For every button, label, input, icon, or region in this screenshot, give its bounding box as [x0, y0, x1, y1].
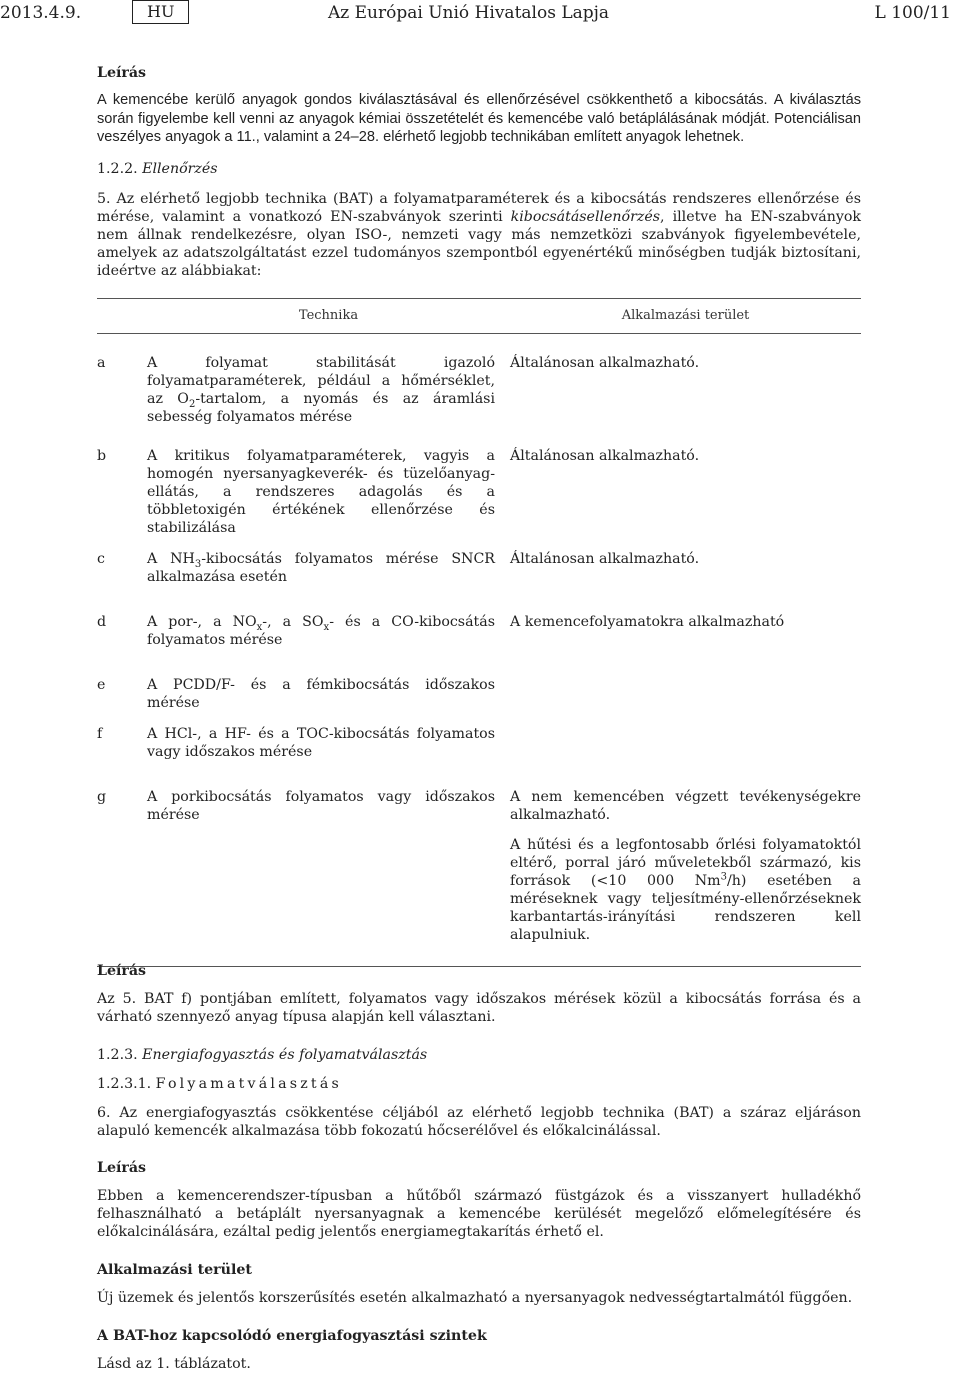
row-technique: A PCDD/F- és a fémkibocsátás időszakos mérése: [147, 677, 495, 711]
row-technique: A kritikus folyamatparaméterek, vagyis a homogén nyersanyagkeverék- és tüzelőanyag-ellátás, a rendszeres adagolás és a többletoxigén értékének ellenőrzése és stabilizálása: [147, 448, 495, 536]
table-row: [97, 663, 861, 712]
techniques-table: [97, 298, 861, 967]
table-row: [97, 600, 861, 663]
technique-text: A NH: [147, 551, 195, 567]
publication-date: 2013.4.9.: [0, 3, 82, 23]
section-title: Folyamatválasztás: [155, 1076, 342, 1092]
desc3-text: Ebben a kemencerendszer-típusban a hűtőből származó füstgázok és a visszanyert hulladékhő felhasználható a betáplált nyersanyagnak a kemencébe kerülését megelőző előmelegítésére és előkalcinálására, ezáltal pedig jelentős energiamegtakarítás érhető el.: [97, 1188, 861, 1240]
col-applicability-header: Alkalmazási terület: [510, 299, 861, 334]
section-1-2-3-heading: [97, 1046, 861, 1064]
desc2-heading: Leírás: [97, 963, 147, 979]
intro-text: A kemencébe kerülő anyagok gondos kiválasztásával és ellenőrzésével csökkenthető a kibocsátás. A kiválasztás során figyelembe kell venni az anyagok kémiai összetételét és kemencébe való betáplálásának módját. Potenciálisan veszélyes anyagok a 11., valamint a 24–28. elérhető legjobb technikában említett anyagok lehetnek.: [97, 92, 861, 145]
row-applicability: Általánosan alkalmazható.: [510, 355, 700, 371]
levels-heading: A BAT-hoz kapcsolódó energiafogyasztási szintek: [97, 1328, 487, 1344]
technique-text: A por-, a NO: [147, 614, 257, 630]
bat-5-suffix: , illetve ha EN-szabványok nem állnak rendelkezésre, olyan ISO-, nemzeti vagy más nemzetközi szabványok figyelembevétele, amelyek az adatszolgáltatást ezzel tudományos szempontból egyenértékű minőségben tudják biztosítani, ideértve az alábbiakat:: [97, 208, 862, 279]
applicability-text: Új üzemek és jelentős korszerűsítés esetén alkalmazható a nyersanyagok nedvességtartalmától függően.: [97, 1290, 853, 1306]
row-letter: c: [97, 551, 105, 567]
bat-5-prefix: 5. Az elérhető legjobb technika (BAT) a folyamatparaméterek és a kibocsátás rendszeres ellenőrzése és mérése, valamint a vonatkozó EN-szabványok szerinti: [97, 190, 861, 225]
row-letter: a: [97, 355, 106, 371]
technique-text: A folyamat stabilitását igazoló folyamatparaméterek, például a hőmérséklet, az O: [147, 355, 495, 407]
row-applicability: [510, 663, 861, 712]
row-technique: A porkibocsátás folyamatos vagy időszakos mérése: [147, 775, 510, 967]
col-letter-header: [97, 299, 147, 334]
row-technique: [147, 334, 510, 435]
table-row: [97, 775, 861, 967]
language-badge: HU: [132, 0, 189, 24]
row-applicability: [510, 712, 861, 775]
row-letter: d: [97, 614, 107, 630]
row-applicability: Általánosan alkalmazható.: [510, 551, 700, 567]
bat-6-text: 6. Az energiafogyasztás csökkentése céljából az elérhető legjobb technika (BAT) a száraz eljáráson alapuló kemencék alkalmazása több fokozatú hőcserélővel és előkalcinálással.: [97, 1105, 861, 1139]
technique-text-cont: -, a SO: [262, 614, 324, 630]
row-letter: e: [97, 677, 106, 693]
applicability-heading: Alkalmazási terület: [97, 1262, 252, 1278]
applicability-note-1: A nem kemencében végzett tevékenységekre alkalmazható.: [510, 789, 861, 823]
document-body: [97, 64, 861, 280]
row-technique: [147, 600, 510, 663]
table-row: [97, 537, 861, 600]
levels-text: Lásd az 1. táblázatot.: [97, 1356, 251, 1372]
section-1-2-3-1-heading: [97, 1075, 861, 1093]
page-header: [0, 0, 960, 24]
desc3-heading: Leírás: [97, 1160, 147, 1176]
row-letter: f: [97, 726, 103, 742]
section-1-2-2-heading: [97, 160, 861, 178]
table-row: [97, 434, 861, 537]
technique-text-cont: -kibocsátás folyamatos mérése SNCR alkalmazása esetén: [147, 551, 495, 585]
subscript: 2: [188, 398, 196, 410]
technique-text-cont: -tartalom, a nyomás és az áramlási sebesség folyamatos mérése: [147, 391, 495, 425]
note-text: A hűtési és a legfontosabb őrlési folyamatoktól eltérő, porral járó műveletekből származó, kis források (<10 000 Nm: [510, 837, 861, 889]
desc2-text: Az 5. BAT f) pontjában említett, folyamatos vagy időszakos mérések közül a kibocsátás forrása és a várható szennyező anyag típusa alapján kell választani.: [97, 991, 861, 1025]
row-letter: g: [97, 775, 147, 967]
applicability-note-2: [510, 836, 861, 944]
technique-text-cont: - és a CO-kibocsátás folyamatos mérése: [147, 614, 495, 648]
row-applicability: Általánosan alkalmazható.: [510, 448, 700, 464]
subscript: x: [256, 621, 263, 633]
row-applicability: [510, 775, 861, 967]
col-technique-header: Technika: [147, 299, 510, 334]
subscript: x: [323, 621, 330, 633]
bat-5-text: [97, 190, 861, 280]
section-number: 1.2.2.: [97, 160, 138, 177]
superscript: 3: [720, 871, 727, 883]
section-number: 1.2.3.1.: [97, 1076, 152, 1092]
row-technique: A HCl-, a HF- és a TOC-kibocsátás folyamatos vagy időszakos mérése: [147, 726, 495, 760]
row-technique: [147, 537, 510, 600]
subscript: 3: [194, 558, 202, 570]
document-body-lower: [97, 962, 861, 1373]
page-number: L 100/11: [874, 3, 951, 23]
intro-heading: Leírás: [97, 65, 147, 81]
table-row: [97, 712, 861, 775]
section-title: Ellenőrzés: [142, 160, 218, 177]
journal-title: Az Európai Unió Hivatalos Lapja: [328, 3, 610, 23]
section-number: 1.2.3.: [97, 1047, 138, 1063]
section-title: Energiafogyasztás és folyamatválasztás: [142, 1047, 428, 1063]
table-row: [97, 334, 861, 435]
note-text-cont: /h) esetében a méréseknek vagy teljesítmény-ellenőrzéseknek karbantartás-irányítási rendszeren kell alapulniuk.: [510, 873, 862, 943]
bat-5-italic-term: kibocsátásellenőrzés: [510, 208, 661, 225]
row-applicability: A kemencefolyamatokra alkalmazható: [510, 614, 785, 630]
table-header-row: [97, 299, 861, 334]
row-letter: b: [97, 448, 107, 464]
